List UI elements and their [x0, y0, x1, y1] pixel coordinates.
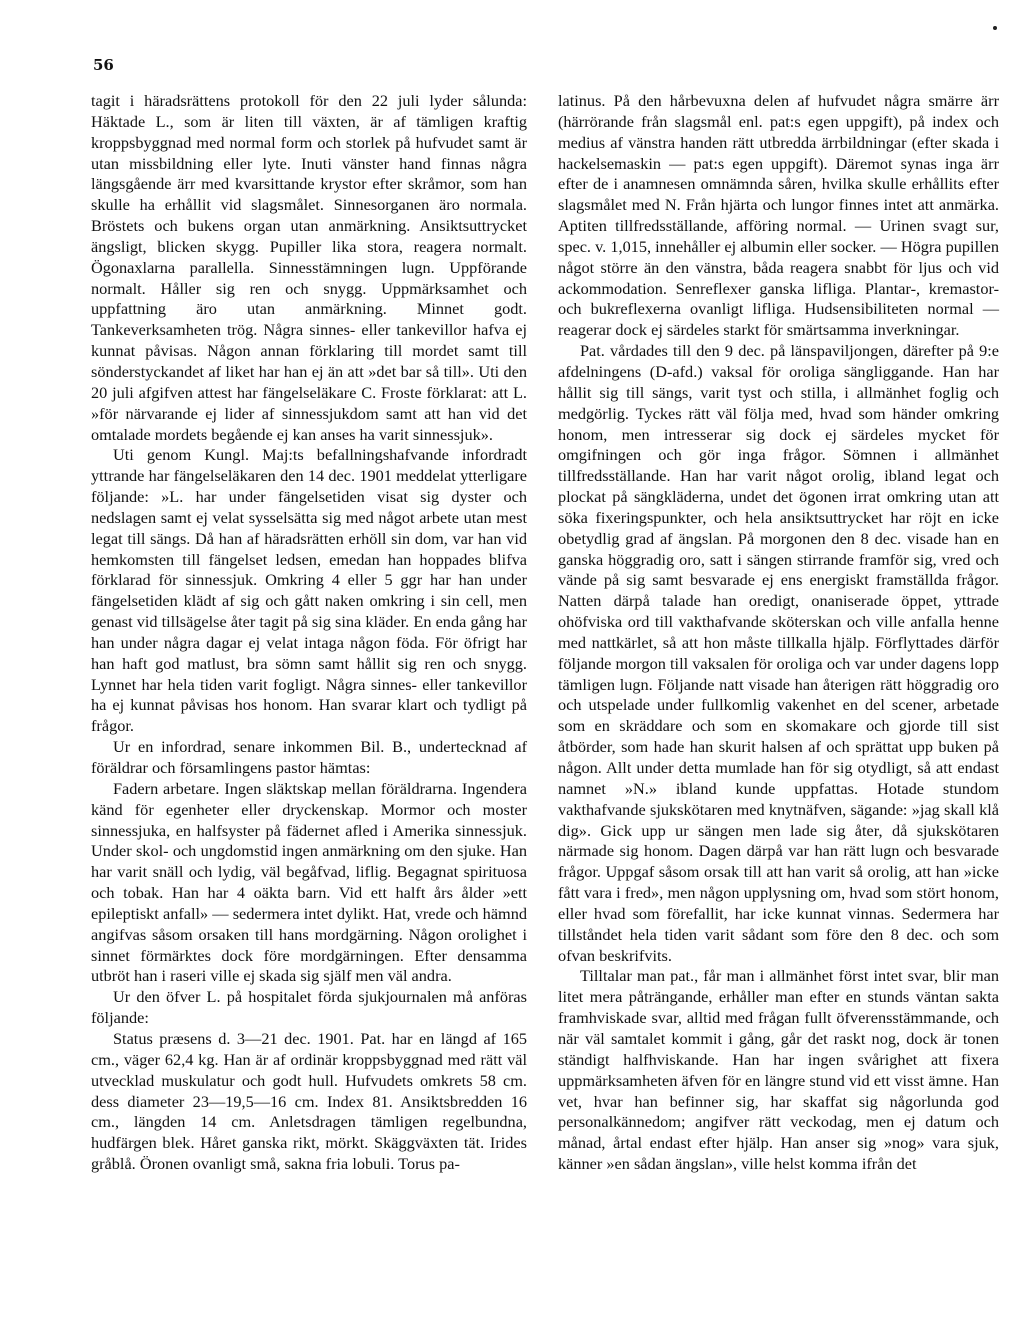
paragraph: Uti genom Kungl. Maj:ts befallningshafvande infordradt yttrande har fängelseläkaren den 14 dec. 1901 meddelat ytterligare följande: »L. har under fängelsetiden visat sig dyster och nedslagen samt ej velat sysselsätta sig med något arbete utan mest legat till sängs. Då han af häradsrätten erhöll sin dom, var han vid hemkomsten till fängelset ledsen, emedan han hoppades blifva förklarad för sinnessjuk. Omkring 4 eller 5 ggr har han under fängelsetiden klädt af sig och gått naken omkring i sin cell, men genast vid tillsägelse åter tagit på sig sina kläder. En enda gång har han under några dagar ej velat intaga någon föda. För öfrigt har han haft god matlust, bra sömn samt hållit sig ren och snygg. Lynnet har hela tiden varit fogligt. Några sinnes- eller tankevillor ha ej kunnat påvisas hos honom. Han svarar klart och tydligt på frågor.	[91, 445, 527, 736]
paragraph: Ur en infordrad, senare inkommen Bil. B., undertecknad af föräldrar och församlingens pastor hämtas:	[91, 737, 527, 777]
paragraph: Status præsens d. 3—21 dec. 1901. Pat. har en längd af 165 cm., väger 62,4 kg. Han är af ordinär kroppsbyggnad med rätt väl utvecklad muskulatur och godt hull. Hufvudets omkrets 58 cm. dess diameter 23—19,5—16 cm. Index 81. Ansiktsbredden 16 cm., längden 14 cm. Anletsdragen tämligen regelbundna, hudfärgen blek. Håret ganska rikt, mörkt. Skäggväxten tät. Irides gråblå. Öronen ovanligt små, sakna fria lobuli. Torus pa-	[91, 1028, 527, 1174]
paragraph: latinus. På den hårbevuxna delen af hufvudet några smärre ärr (härrörande från slagsmål enl. pat:s egen uppgift), på index och medius af vänstra handen rätt utbredda ärrbildningar (efter skada i hackelsemaskin — pat:s egen uppgift). Däremot synas inga ärr efter de i anamnesen omnämnda såren, hvilka skulle erhållits efter slagsmålet med N. Från hjärta och lungor finnes intet att anmärka. Aptiten tillfredsställande, afföring normal. — Urinen svagt sur, spec. v. 1,015, innehåller ej albumin eller socker. — Högra pupillen något större än den vänstra, båda reagera snabbt för ljus och vid ackommodation. Senreflexer ganska lifliga. Plantar-, kremastor- och bukreflexerna ovanligt lifliga. Hudsensibiliteten normal — reagerar dock ej särdeles starkt för smärtsamma inverkningar.	[558, 91, 999, 340]
paragraph: tagit i häradsrättens protokoll för den 22 juli lyder sålunda: Häktade L., som är liten till växten, är af tämligen kraftig kroppsbyggnad med normal form och storlek på hufvudet samt är utan missbildning eller lyte. Inuti vänster hand finnas några längsgående ärr med kvarsittande krystor efter skråmor, som han skulle ha erhållit vid slagsmålet. Sinnesorganen äro normala. Bröstets och bukens organ utan anmärkning. Ansiktsuttrycket ängsligt, blicken skygg. Pupiller lika stora, reagera normalt. Ögonaxlarna parallella. Sinnesstämningen lugn. Uppförande normalt. Håller sig ren och snygg. Uppmärksamhet och uppfattning äro utan anmärkning. Minnet godt. Tankeverksamheten trög. Några sinnes- eller tankevillor hafva ej kunnat påvisas. Någon annan förklaring till mordet samt till sönderstyckandet af liket har han ej än att »det bar så till». Uti den 20 juli afgifven attest har fängelseläkare C. Froste förklarat: att L. »för närvarande ej lider af sinnessjukdom samt att han vid det omtalade mordets begående ej kan anses ha varit sinnessjuk».	[91, 91, 527, 444]
paragraph: Ur den öfver L. på hospitalet förda sjukjournalen må anföras följande:	[91, 987, 527, 1028]
right-column	[558, 91, 999, 1175]
paragraph: Pat. vårdades till den 9 dec. på länspaviljongen, därefter på 9:e afdelningens (D-afd.) vaksal för oroliga sängliggande. Han har hållit sig till sängs, varit tyst och stilla, i allmänhet foglig och medgörlig. Tyckes rätt väl följa med, hvad som händer omkring honom, men intresserar sig dock ej särdeles mycket för omgifningen och gör inga frågor. Sömnen i allmänhet tillfredsställande. Han har varit något orolig, ibland legat och plockat på sängkläderna, undet det ögonen irrat omkring utan att söka fixeringspunkter, och hela ansiktsuttrycket har röjt en icke obetydlig grad af ängslan. På morgonen den 8 dec. visade han en ganska höggradig oro, satt i sängen stirrande framför sig, vred och vände på sig samt besvarade ej ens energiskt framställda frågor. Natten därpå talade han oredigt, onaniserade öppet, yttrade ohöfviska ord till vakthafvande sköterskan och ville anfalla henne med nattkärlet, så att hon måste tillkalla hjälp. Förflyttades därför följande morgon till vaksalen för oroliga och var under dagens lopp tämligen lugn. Följande natt visade han återigen rätt höggradig oro och utspelade under fullkomlig vakenhet en del scener, arbetade som en skräddare och som en skomakare och gjorde till sist åtbörder, som hade han skurit halsen af och sprättat upp buken på någon. Allt under detta mumlade han för sig otydligt, så att endast namnet »N.» ibland kunde uppfattas. Hotade stundom vakthafvande sjukskötaren med knytnäfven, sägande: »jag skall klå dig». Gick upp ur sängen men lade sig åter, då sjukskötaren närmade sig honom. Dagen därpå var han rätt lugn och besvarade frågor. Uppgaf såsom orsak till att han varit så orolig, att han »icke fått vara i fred», men någon upplysning om, hvad som stört honom, eller hvad som förefallit, har icke kunnat vinnas. Sedermera har tillståndet hela tiden varit sådant som före den 8 dec. och som ofvan beskrifvits.	[558, 341, 999, 965]
paragraph: Tilltalar man pat., får man i allmänhet först intet svar, blir man litet mera påträngande, erhåller man efter en stunds väntan sakta framhviskade svar, alltid med frågan fullt öfverensstämmande, och när väl samtalet kommit i gång, går det raskt nog, dock är tonen ständigt halfhviskande. Han har ingen svårighet att fixera uppmärksamheten äfven för en längre stund vid ett visst ämne. Han vet, hvar han befinner sig, har skaffat sig någorlunda god personalkännedom; angifver rätt veckodag, men ej datum och månad, årtal endast efter hjälp. Han anser sig »nog» vara sjuk, känner »en sådan ängslan», ville helst komma ifrån det	[558, 966, 999, 1174]
corner-mark	[993, 26, 997, 30]
page-number: 56	[93, 56, 114, 74]
left-column	[91, 91, 527, 1175]
paragraph: Fadern arbetare. Ingen släktskap mellan föräldrarna. Ingendera känd för egenheter eller dryckenskap. Mormor och moster sinnessjuka, en halfsyster på fädernet afled i Amerika sinnessjuk. Under skol- och ungdomstid ingen anmärkning om den sjuke. Han har varit snäll och lydig, väl begåfvad, liflig. Begagnat spirituosa och tobak. Han har 4 oäkta barn. Vid ett halft års ålder »ett epileptiskt anfall» — sedermera intet dylikt. Hat, vrede och hämnd angifvas såsom orsaken till hans mordgärning. Någon orolighet i sinnet förmärktes dock före mordgärningen. Efter densamma utbröt han i raseri ville ej skada sig själf men väl andra.	[91, 778, 527, 986]
